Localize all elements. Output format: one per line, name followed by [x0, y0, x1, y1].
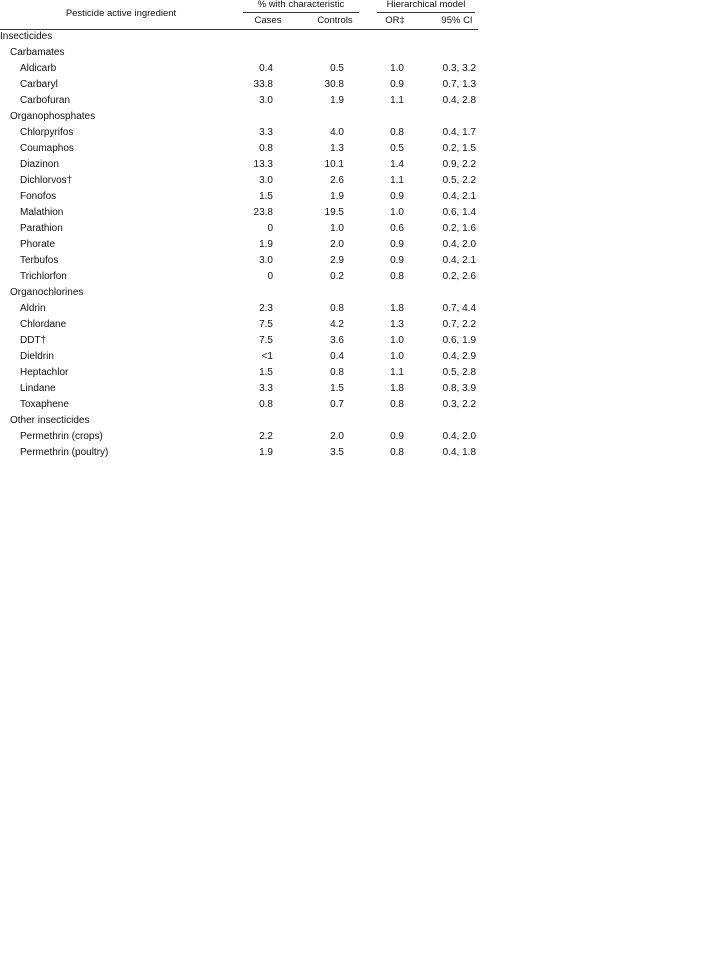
ci-value: 0.4, 2.9	[442, 351, 476, 362]
ingredient-label: Toxaphene	[20, 399, 69, 410]
ci-value: 0.2, 1.6	[442, 223, 476, 234]
ci-value: 0.6, 1.9	[442, 335, 476, 346]
ingredient-label: Terbufos	[20, 255, 59, 266]
or-value: 1.0	[390, 207, 404, 218]
table-row	[0, 237, 478, 253]
pesticide-table	[0, 0, 478, 458]
table-row	[0, 93, 478, 109]
controls-value: 1.9	[330, 95, 344, 106]
or-value: 0.8	[390, 271, 404, 282]
cases-value: 1.5	[259, 191, 273, 202]
controls-value: 1.3	[330, 143, 344, 154]
ci-value: 0.4, 2.1	[442, 191, 476, 202]
ingredient-label: Malathion	[20, 207, 64, 218]
table-row	[0, 397, 478, 413]
ingredient-label: Aldrin	[20, 303, 46, 314]
ci-value: 0.4, 2.1	[442, 255, 476, 266]
or-value: 1.8	[390, 303, 404, 314]
ingredient-label: Carbofuran	[20, 95, 71, 106]
cases-value: 1.9	[259, 239, 273, 250]
table-row	[0, 189, 478, 205]
table-row	[0, 381, 478, 397]
controls-value: 2.6	[330, 175, 344, 186]
cases-value: 0	[267, 223, 273, 234]
table-body	[0, 29, 478, 461]
or-value: 1.0	[390, 63, 404, 74]
ci-value: 0.5, 2.8	[442, 367, 476, 378]
table-row	[0, 429, 478, 445]
ci-value: 0.4, 2.8	[442, 95, 476, 106]
or-value: 0.9	[390, 255, 404, 266]
ci-value: 0.7, 4.4	[442, 303, 476, 314]
table-row	[0, 365, 478, 381]
controls-value: 30.8	[324, 79, 344, 90]
controls-value: 0.4	[330, 351, 344, 362]
cases-value: 23.8	[253, 207, 273, 218]
ci-value: 0.8, 3.9	[442, 383, 476, 394]
cases-value: 3.3	[259, 127, 273, 138]
cases-value: 13.3	[253, 159, 273, 170]
ingredient-label: Dichlorvos†	[20, 175, 73, 186]
ingredient-label: Fonofos	[20, 191, 57, 202]
cases-value: 0.8	[259, 143, 273, 154]
ingredient-label: Chlordane	[20, 319, 67, 330]
controls-value: 0.7	[330, 399, 344, 410]
table-row	[0, 253, 478, 269]
cases-value: 3.0	[259, 95, 273, 106]
category-row	[0, 413, 478, 429]
or-value: 1.4	[390, 159, 404, 170]
cases-value: 7.5	[259, 335, 273, 346]
ci-value: 0.7, 1.3	[442, 79, 476, 90]
category-label: Carbamates	[10, 47, 65, 58]
or-value: 0.6	[390, 223, 404, 234]
or-value: 0.8	[390, 127, 404, 138]
or-value: 0.9	[390, 239, 404, 250]
ci-value: 0.7, 2.2	[442, 319, 476, 330]
header-row-columns	[0, 13, 478, 29]
table-row	[0, 205, 478, 221]
or-value: 1.0	[390, 335, 404, 346]
ingredient-label: Heptachlor	[20, 367, 69, 378]
cases-value: 7.5	[259, 319, 273, 330]
cases-value: 1.9	[259, 447, 273, 458]
or-value: 1.1	[390, 367, 404, 378]
ci-value: 0.2, 2.6	[442, 271, 476, 282]
category-label: Other insecticides	[10, 415, 90, 426]
cases-value: 0	[267, 271, 273, 282]
ingredient-label: Lindane	[20, 383, 56, 394]
category-label: Organochlorines	[10, 287, 84, 298]
category-row	[0, 29, 478, 45]
or-value: 1.1	[390, 95, 404, 106]
controls-value: 2.0	[330, 239, 344, 250]
cases-value: 2.2	[259, 431, 273, 442]
ci-value: 0.9, 2.2	[442, 159, 476, 170]
ingredient-label: DDT†	[20, 335, 47, 346]
ci-value: 0.6, 1.4	[442, 207, 476, 218]
ci-value: 0.3, 3.2	[442, 63, 476, 74]
ci-value: 0.3, 2.2	[442, 399, 476, 410]
ingredient-label: Phorate	[20, 239, 56, 250]
category-label: Organophosphates	[10, 111, 96, 122]
table-row	[0, 157, 478, 173]
or-value: 0.8	[390, 399, 404, 410]
ingredient-label: Dieldrin	[20, 351, 54, 362]
ci-value: 0.4, 1.8	[442, 447, 476, 458]
category-row	[0, 285, 478, 301]
ingredient-label: Aldicarb	[20, 63, 57, 74]
controls-value: 4.0	[330, 127, 344, 138]
category-row	[0, 45, 478, 61]
category-row	[0, 109, 478, 125]
table-row	[0, 445, 478, 461]
cases-value: <1	[261, 351, 273, 362]
controls-value: 0.2	[330, 271, 344, 282]
controls-value: 3.5	[330, 447, 344, 458]
or-column-header: OR‡	[385, 15, 405, 26]
controls-value: 3.6	[330, 335, 344, 346]
percent-group-header: % with characteristic	[243, 0, 359, 13]
or-value: 0.9	[390, 191, 404, 202]
or-value: 0.8	[390, 447, 404, 458]
controls-value: 0.8	[330, 303, 344, 314]
table-row	[0, 61, 478, 77]
hierarchical-group-header: Hierarchical model	[377, 0, 475, 13]
ci-value: 0.2, 1.5	[442, 143, 476, 154]
table-row	[0, 317, 478, 333]
ingredient-label: Trichlorfon	[20, 271, 67, 282]
or-value: 1.0	[390, 351, 404, 362]
controls-value: 19.5	[324, 207, 344, 218]
table-row	[0, 301, 478, 317]
ingredient-label: Coumaphos	[20, 143, 74, 154]
cases-value: 1.5	[259, 367, 273, 378]
table-row	[0, 77, 478, 93]
table-row	[0, 349, 478, 365]
table-row	[0, 141, 478, 157]
ci-column-header: 95% CI	[441, 15, 473, 26]
controls-value: 0.8	[330, 367, 344, 378]
ingredient-label: Diazinon	[20, 159, 59, 170]
cases-value: 33.8	[253, 79, 273, 90]
controls-value: 2.0	[330, 431, 344, 442]
header-row-groups	[0, 0, 478, 19]
ci-value: 0.4, 2.0	[442, 239, 476, 250]
controls-value: 0.5	[330, 63, 344, 74]
cases-column-header: Cases	[254, 15, 282, 26]
cases-value: 3.3	[259, 383, 273, 394]
or-value: 0.5	[390, 143, 404, 154]
ingredient-label: Parathion	[20, 223, 63, 234]
controls-value: 10.1	[324, 159, 344, 170]
controls-value: 1.5	[330, 383, 344, 394]
or-value: 1.1	[390, 175, 404, 186]
ci-value: 0.5, 2.2	[442, 175, 476, 186]
controls-value: 4.2	[330, 319, 344, 330]
ci-value: 0.4, 2.0	[442, 431, 476, 442]
ingredient-label: Chlorpyrifos	[20, 127, 74, 138]
ingredient-label: Permethrin (poultry)	[20, 447, 109, 458]
or-value: 0.9	[390, 79, 404, 90]
cases-value: 0.4	[259, 63, 273, 74]
cases-value: 0.8	[259, 399, 273, 410]
table-row	[0, 125, 478, 141]
or-value: 1.3	[390, 319, 404, 330]
ingredient-label: Carbaryl	[20, 79, 58, 90]
table-row	[0, 333, 478, 349]
table-row	[0, 269, 478, 285]
category-label: Insecticides	[0, 31, 53, 42]
controls-column-header: Controls	[317, 15, 353, 26]
ingredient-column-header: Pesticide active ingredient	[65, 8, 177, 19]
cases-value: 3.0	[259, 255, 273, 266]
or-value: 0.9	[390, 431, 404, 442]
table-row	[0, 221, 478, 237]
or-value: 1.8	[390, 383, 404, 394]
cases-value: 2.3	[259, 303, 273, 314]
controls-value: 1.0	[330, 223, 344, 234]
cases-value: 3.0	[259, 175, 273, 186]
controls-value: 2.9	[330, 255, 344, 266]
ci-value: 0.4, 1.7	[442, 127, 476, 138]
controls-value: 1.9	[330, 191, 344, 202]
table-row	[0, 173, 478, 189]
ingredient-label: Permethrin (crops)	[20, 431, 103, 442]
